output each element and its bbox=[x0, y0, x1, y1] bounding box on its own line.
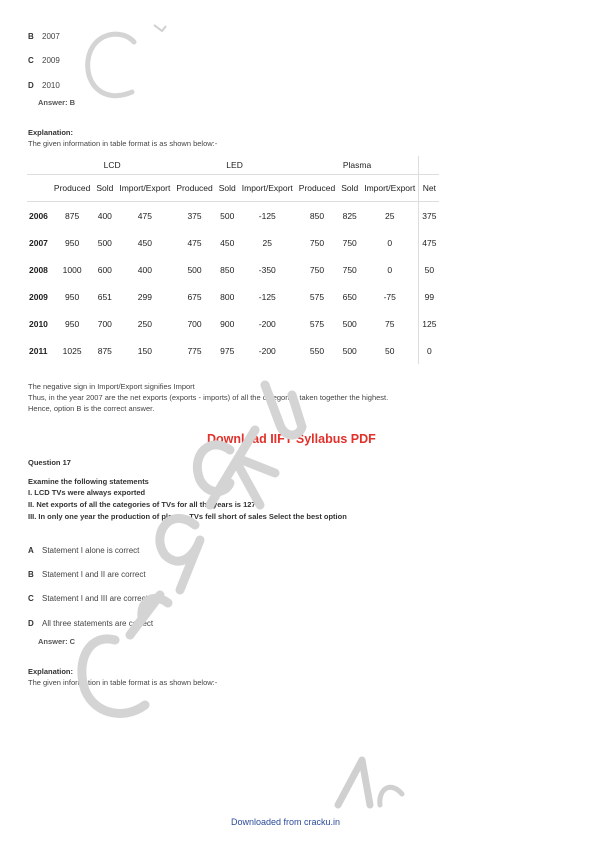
table-cell: 500 bbox=[220, 210, 235, 221]
col-header: Sold bbox=[216, 175, 239, 202]
table-cell: 50 bbox=[384, 345, 395, 356]
table-cell: 900 bbox=[220, 318, 235, 329]
table-cell: 975 bbox=[220, 345, 235, 356]
explanation-label: Explanation: bbox=[28, 128, 74, 137]
option-text: Statement I and III are correct bbox=[42, 594, 148, 603]
col-header: Produced bbox=[173, 175, 215, 202]
table-cell: 25 bbox=[384, 210, 395, 221]
table-cell: 1025 bbox=[62, 345, 82, 356]
table-cell: 500 bbox=[97, 237, 112, 248]
table-header-row bbox=[27, 175, 439, 202]
table-cell: 75 bbox=[384, 318, 395, 329]
table-cell: 475 bbox=[419, 229, 440, 256]
table-cell: 700 bbox=[97, 318, 112, 329]
table-cell: 651 bbox=[97, 291, 112, 302]
option-d[interactable] bbox=[28, 619, 153, 628]
table-cell: 550 bbox=[309, 345, 325, 356]
table-body bbox=[27, 202, 439, 365]
table-cell: 0 bbox=[387, 264, 393, 275]
table-cell: 800 bbox=[220, 291, 235, 302]
table-cell: 950 bbox=[65, 318, 80, 329]
table-cell: 700 bbox=[187, 318, 202, 329]
table-cell: 99 bbox=[419, 283, 440, 310]
table-cell: 675 bbox=[187, 291, 202, 302]
option-a[interactable] bbox=[28, 546, 139, 555]
table-cell: 500 bbox=[342, 345, 357, 356]
table-cell: 375 bbox=[419, 202, 440, 230]
table-cell: -75 bbox=[383, 291, 396, 302]
explanation-label: Explanation: bbox=[28, 667, 74, 676]
table-cell: 475 bbox=[187, 237, 202, 248]
note-conclusion: Thus, in the year 2007 are the net exports (exports - imports) of all the categories taken together the highest. bbox=[28, 393, 389, 402]
table-cell: -350 bbox=[258, 264, 276, 275]
option-b[interactable] bbox=[28, 570, 146, 579]
table-cell: 575 bbox=[309, 318, 325, 329]
table-cell: 575 bbox=[309, 291, 325, 302]
option-letter: C bbox=[28, 56, 34, 65]
year-cell: 2011 bbox=[29, 345, 48, 356]
table-row bbox=[27, 283, 439, 310]
option-letter: B bbox=[28, 570, 34, 579]
table-cell: -125 bbox=[258, 291, 276, 302]
option-text: 2009 bbox=[42, 56, 60, 65]
table-cell: 375 bbox=[187, 210, 202, 221]
table-cell: 250 bbox=[137, 318, 152, 329]
option-d[interactable] bbox=[28, 81, 60, 90]
table-cell: 775 bbox=[187, 345, 202, 356]
table-cell: 0 bbox=[419, 337, 440, 364]
table-cell: 875 bbox=[65, 210, 80, 221]
col-header: Produced bbox=[51, 175, 93, 202]
table-row bbox=[27, 202, 439, 230]
option-c[interactable] bbox=[28, 594, 148, 603]
table-cell: 950 bbox=[65, 237, 80, 248]
download-syllabus-link[interactable]: Download IIFT Syllabus PDF bbox=[207, 432, 376, 446]
col-header: Import/Export bbox=[239, 175, 296, 202]
option-letter: D bbox=[28, 81, 34, 90]
table-cell: 750 bbox=[309, 237, 325, 248]
table-cell: 50 bbox=[419, 256, 440, 283]
table-cell: 500 bbox=[342, 318, 357, 329]
table-cell: 750 bbox=[309, 264, 325, 275]
group-plasma: Plasma bbox=[296, 156, 419, 175]
option-text: Statement I and II are correct bbox=[42, 570, 146, 579]
option-text: 2010 bbox=[42, 81, 60, 90]
table-cell: -200 bbox=[258, 345, 276, 356]
year-cell: 2007 bbox=[29, 237, 48, 248]
option-text: Statement I alone is correct bbox=[42, 546, 140, 555]
table-row bbox=[27, 337, 439, 364]
table-cell: 825 bbox=[342, 210, 357, 221]
table-cell: 0 bbox=[387, 237, 393, 248]
table-cell: 299 bbox=[137, 291, 152, 302]
option-letter: A bbox=[28, 546, 34, 555]
question-statement: III. In only one year the production of plasma TVs fell short of sales Select the best option bbox=[28, 512, 347, 521]
watermark-top-mark bbox=[150, 22, 170, 36]
table-group-row bbox=[27, 156, 439, 175]
table-cell: 750 bbox=[342, 237, 357, 248]
table-cell: 850 bbox=[309, 210, 325, 221]
table-cell: 450 bbox=[137, 237, 152, 248]
option-letter: C bbox=[28, 594, 34, 603]
option-text: 2007 bbox=[42, 32, 60, 41]
table-cell: 500 bbox=[187, 264, 202, 275]
col-header: Produced bbox=[296, 175, 338, 202]
question-statement: II. Net exports of all the categories of TVs for all the years is 1275 bbox=[28, 500, 260, 509]
table-cell: -125 bbox=[258, 210, 276, 221]
option-b[interactable] bbox=[28, 32, 60, 41]
year-cell: 2010 bbox=[29, 318, 48, 329]
col-header: Sold bbox=[93, 175, 116, 202]
footer-download-link[interactable]: Downloaded from cracku.in bbox=[231, 817, 341, 827]
note-negative-sign: The negative sign in Import/Export signifies Import bbox=[28, 382, 195, 391]
table-row bbox=[27, 256, 439, 283]
year-cell: 2009 bbox=[29, 291, 48, 302]
table-cell: 475 bbox=[137, 210, 152, 221]
table-cell: 600 bbox=[97, 264, 112, 275]
table-cell: 750 bbox=[342, 264, 357, 275]
col-header: Net bbox=[419, 175, 440, 202]
watermark-top-c bbox=[82, 30, 142, 105]
table-cell: 25 bbox=[262, 237, 273, 248]
col-header: Import/Export bbox=[361, 175, 419, 202]
previous-answer: Answer: B bbox=[38, 98, 76, 107]
table-cell: 400 bbox=[97, 210, 112, 221]
explanation-intro: The given information in table format is as shown below:- bbox=[28, 678, 218, 687]
table-cell: 150 bbox=[137, 345, 152, 356]
table-cell: 950 bbox=[65, 291, 80, 302]
watermark-bottom-mark bbox=[330, 750, 410, 812]
table-cell: 1000 bbox=[62, 264, 82, 275]
table-cell: 450 bbox=[220, 237, 235, 248]
option-text: All three statements are correct bbox=[42, 619, 154, 628]
question-label: Question 17 bbox=[28, 458, 71, 467]
table-cell: 850 bbox=[220, 264, 235, 275]
table-cell: -200 bbox=[258, 318, 276, 329]
option-letter: D bbox=[28, 619, 34, 628]
col-header: Sold bbox=[338, 175, 361, 202]
option-c[interactable] bbox=[28, 56, 60, 65]
option-letter: B bbox=[28, 32, 34, 41]
table-row bbox=[27, 310, 439, 337]
question-answer: Answer: C bbox=[38, 637, 76, 646]
col-header: Import/Export bbox=[116, 175, 173, 202]
table-row bbox=[27, 229, 439, 256]
note-answer: Hence, option B is the correct answer. bbox=[28, 404, 155, 413]
year-cell: 2008 bbox=[29, 264, 48, 275]
group-led: LED bbox=[173, 156, 295, 175]
table-cell: 400 bbox=[137, 264, 152, 275]
table-cell: 650 bbox=[342, 291, 357, 302]
year-cell: 2006 bbox=[29, 210, 48, 221]
tv-data-table bbox=[27, 156, 439, 364]
question-statement: I. LCD TVs were always exported bbox=[28, 488, 146, 497]
table-cell: 875 bbox=[97, 345, 112, 356]
explanation-intro: The given information in table format is as shown below:- bbox=[28, 139, 218, 148]
table-cell: 125 bbox=[419, 310, 440, 337]
group-lcd: LCD bbox=[51, 156, 173, 175]
question-statement: Examine the following statements bbox=[28, 477, 149, 486]
